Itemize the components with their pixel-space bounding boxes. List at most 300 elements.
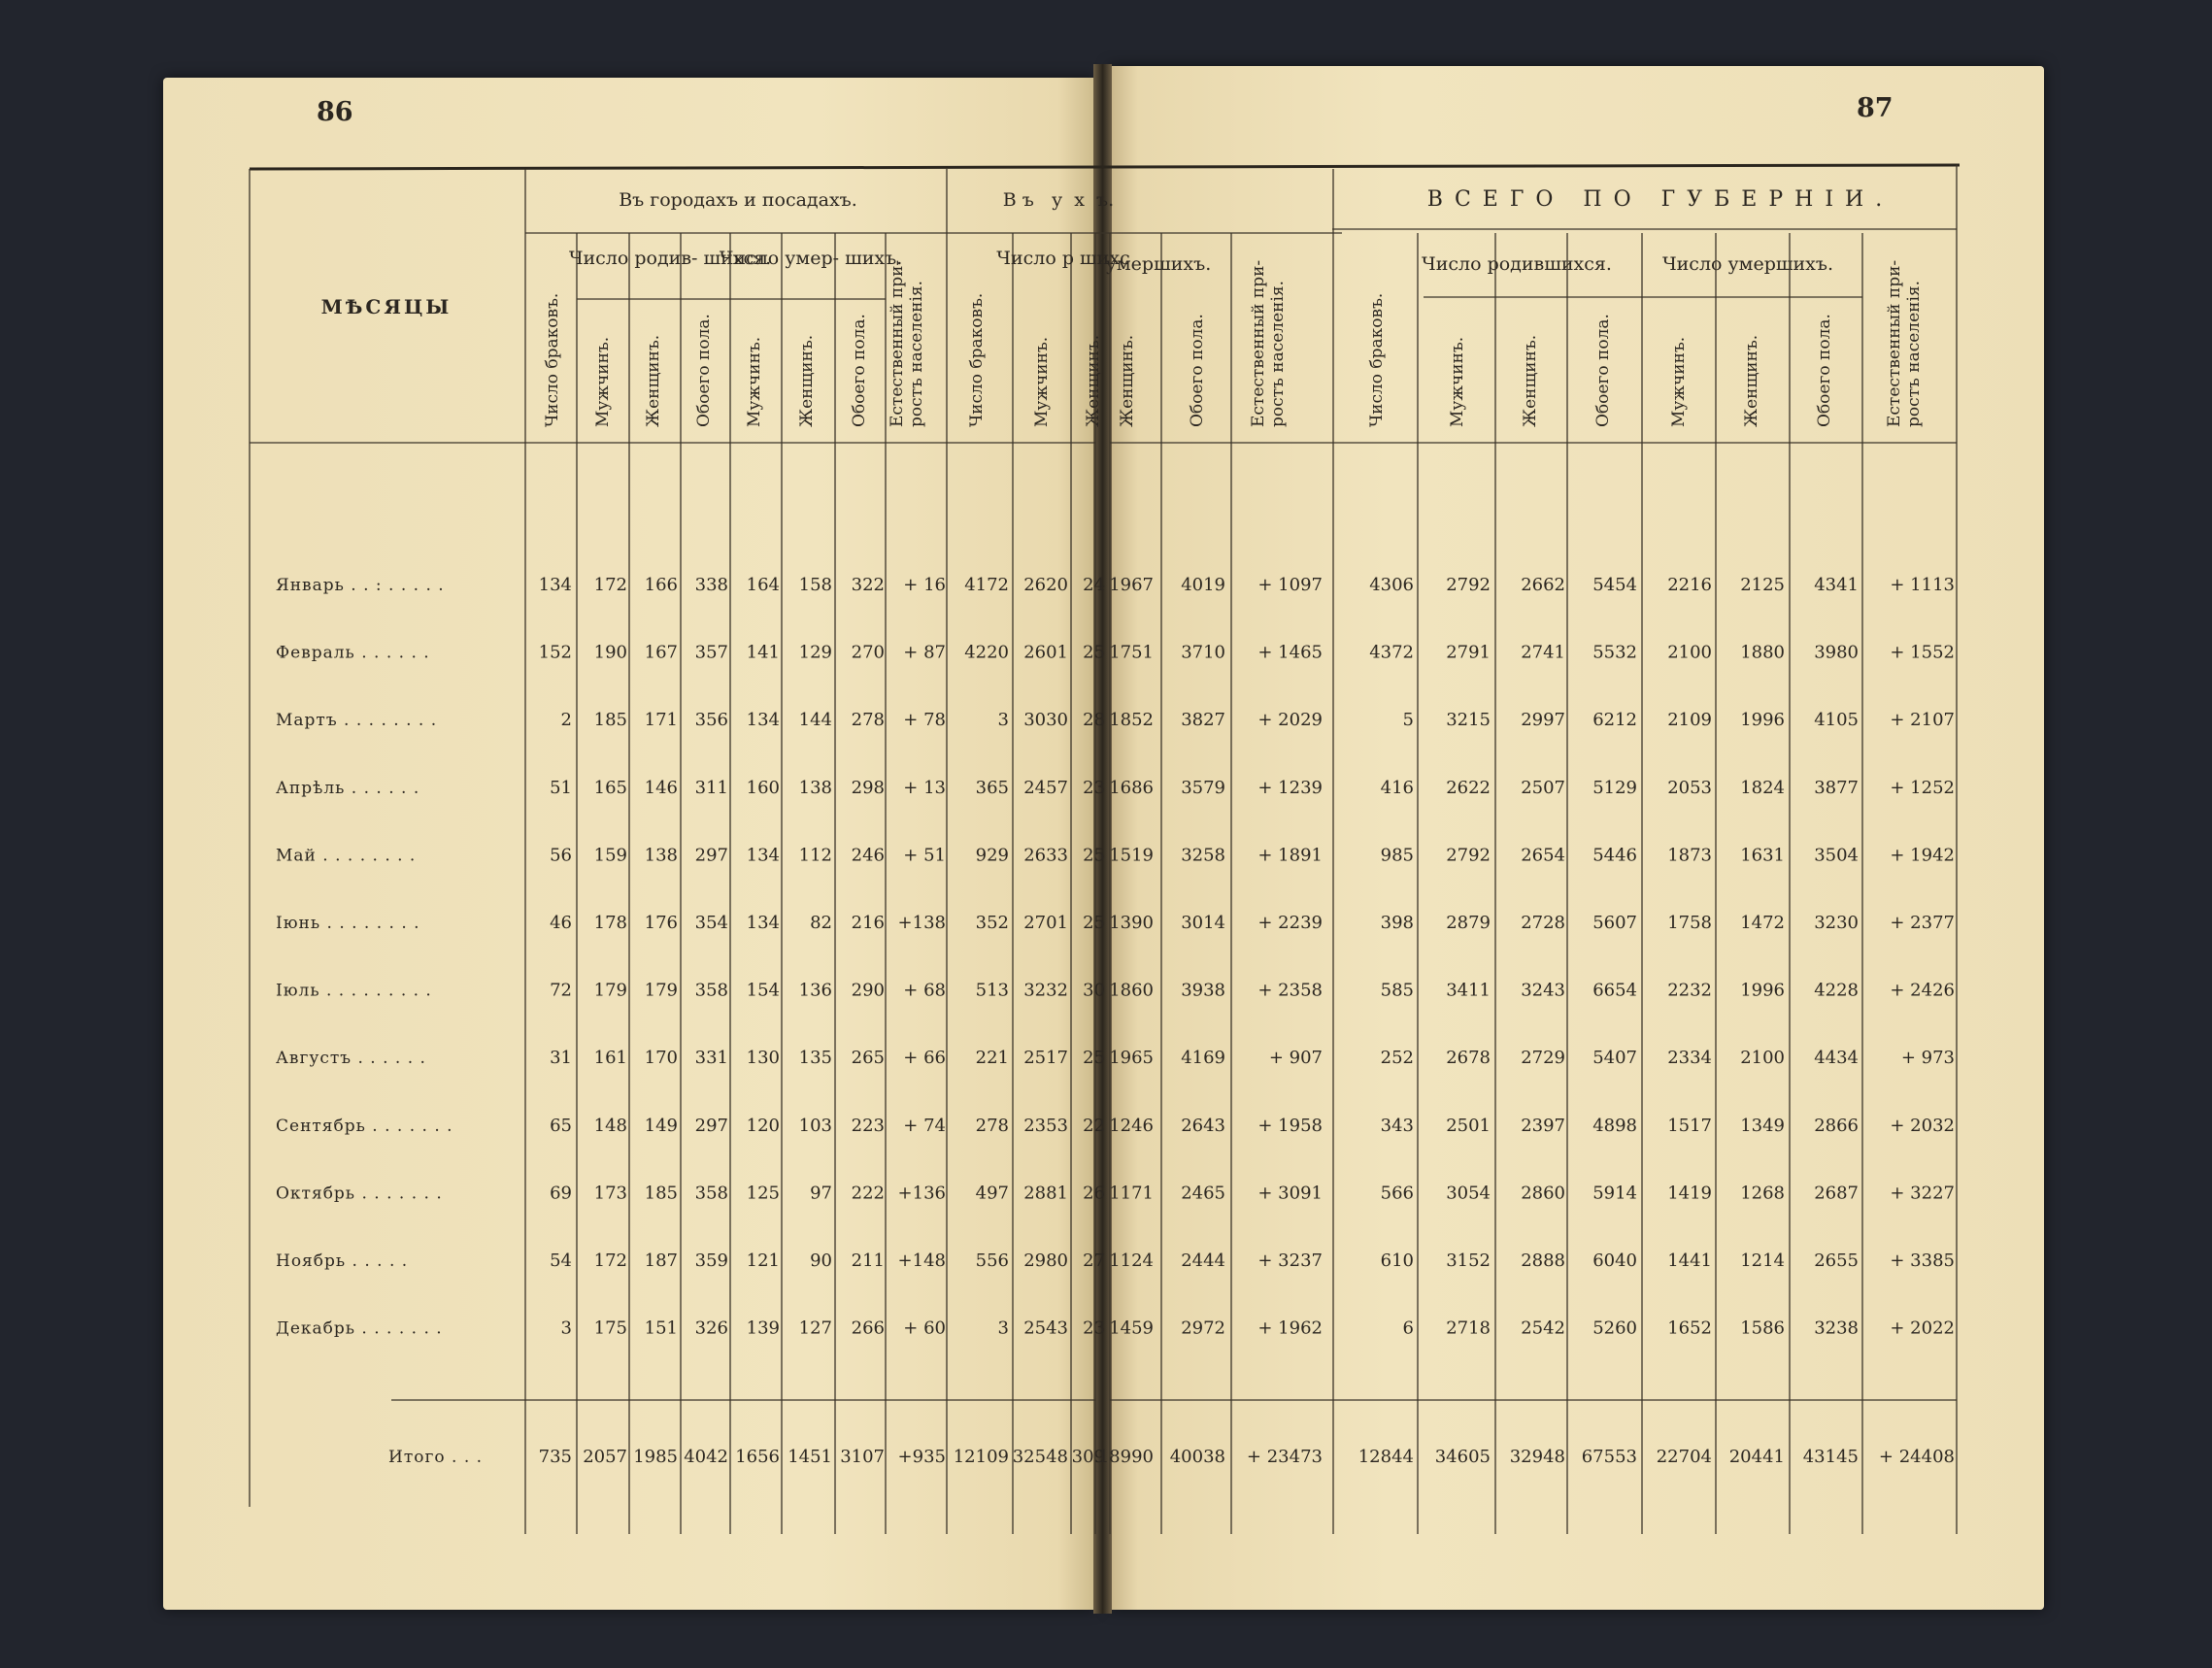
month-label-0: Январь . . : . . . . . (276, 576, 445, 595)
header-col-g_gr-line2: ростъ населенія. (1904, 280, 1924, 427)
cell-g_bf: 2741 (1521, 642, 1565, 663)
cell-t_bm: 165 (593, 777, 627, 798)
cell-g_dm: 2109 (1667, 710, 1712, 731)
cell-g_bm: 2622 (1446, 777, 1491, 798)
cell-v_bm: 2543 (1023, 1318, 1068, 1339)
cell-v_bm: 3232 (1023, 980, 1068, 1001)
cell-v_db: 3014 (1181, 913, 1225, 933)
cell-t_db: 216 (851, 913, 885, 933)
cell-t_df: 135 (798, 1048, 832, 1069)
cell-v_marr: 12109 (953, 1447, 1009, 1467)
cell-t_bm: 175 (593, 1318, 627, 1339)
header-group-born-villages: Число р шихс (996, 248, 1130, 269)
cell-g_bf: 2654 (1521, 845, 1565, 866)
cell-v_bm: 2881 (1023, 1183, 1068, 1204)
cell-v_db: 4169 (1181, 1048, 1225, 1069)
cell-g_gr: + 2107 (1890, 710, 1955, 731)
cell-g_gr: + 24408 (1878, 1447, 1955, 1467)
cell-t_marr: 69 (550, 1183, 572, 1204)
cell-t_bb: 311 (694, 777, 728, 798)
cell-v_gr: + 1097 (1257, 575, 1323, 595)
cell-t_bf: 138 (644, 845, 678, 866)
cell-g_bm: 2792 (1446, 845, 1491, 866)
cell-t_df: 136 (798, 980, 832, 1001)
cell-t_bf: 1985 (633, 1447, 678, 1467)
cell-v_db: 3710 (1181, 642, 1225, 663)
cell-v_gr: + 2358 (1257, 980, 1323, 1001)
cell-t_gr: + 87 (903, 642, 946, 663)
cell-t_marr: 152 (538, 642, 572, 663)
cell-g_gr: + 1252 (1890, 777, 1955, 798)
cell-t_gr: + 66 (903, 1048, 946, 1069)
cell-g_gr: + 3385 (1890, 1251, 1955, 1271)
cell-g_db: 3230 (1814, 913, 1859, 933)
cell-g_bb: 6212 (1592, 710, 1637, 731)
cell-g_marr: 4372 (1369, 642, 1414, 663)
cell-g_marr: 985 (1380, 845, 1414, 866)
cell-t_marr: 54 (550, 1251, 572, 1271)
cell-t_bf: 167 (644, 642, 678, 663)
cell-g_gr: + 2032 (1890, 1115, 1955, 1136)
page-number-left: 86 (317, 97, 353, 127)
cell-t_dm: 134 (746, 845, 780, 866)
cell-v_marr: 3 (997, 1318, 1009, 1339)
cell-g_marr: 12844 (1357, 1447, 1414, 1467)
month-label-9: Октябрь . . . . . . . (276, 1184, 443, 1204)
cell-g_bm: 2879 (1446, 913, 1491, 933)
cell-v_db: 2465 (1181, 1183, 1225, 1204)
cell-v_df: 18990 (1097, 1447, 1154, 1467)
header-col-v_marr: Число браковъ. (967, 292, 987, 427)
header-section-towns: Въ городахъ и посадахъ. (619, 189, 857, 211)
header-col-g_bf: Женщинъ. (1521, 334, 1540, 427)
cell-g_bb: 5532 (1592, 642, 1637, 663)
cell-g_marr: 343 (1380, 1115, 1414, 1136)
cell-g_bm: 2678 (1446, 1048, 1491, 1069)
cell-v_bm: 2701 (1023, 913, 1068, 933)
cell-g_db: 3980 (1814, 642, 1859, 663)
cell-v_bf: 24 (1083, 575, 1105, 595)
cell-g_db: 4105 (1814, 710, 1859, 731)
cell-t_bm: 161 (593, 1048, 627, 1069)
cell-t_dm: 164 (746, 575, 780, 595)
cell-t_bb: 338 (694, 575, 728, 595)
page-number-right: 87 (1857, 93, 1894, 123)
cell-t_bf: 166 (644, 575, 678, 595)
cell-t_marr: 31 (550, 1048, 572, 1069)
cell-t_marr: 65 (550, 1115, 572, 1136)
cell-t_db: 265 (851, 1048, 885, 1069)
cell-g_df: 1996 (1740, 980, 1785, 1001)
cell-g_dm: 2053 (1667, 777, 1712, 798)
cell-t_bm: 2057 (583, 1447, 627, 1467)
cell-t_df: 1451 (788, 1447, 832, 1467)
cell-t_df: 112 (798, 845, 832, 866)
cell-v_df: 1124 (1109, 1251, 1154, 1271)
cell-v_db: 3258 (1181, 845, 1225, 866)
cell-t_df: 90 (810, 1251, 832, 1271)
cell-t_df: 129 (798, 642, 832, 663)
cell-t_bf: 170 (644, 1048, 678, 1069)
cell-g_dm: 2216 (1667, 575, 1712, 595)
header-col-t_bb: Обоего пола. (694, 314, 714, 427)
cell-t_dm: 134 (746, 913, 780, 933)
cell-t_marr: 134 (538, 575, 572, 595)
cell-g_df: 1996 (1740, 710, 1785, 731)
cell-t_df: 158 (798, 575, 832, 595)
cell-v_gr: + 1962 (1257, 1318, 1323, 1339)
cell-g_db: 2687 (1814, 1183, 1859, 1204)
header-section-villages: В ъ у х ъ. (1002, 189, 1115, 211)
header-row-label: МѢСЯЦЫ (320, 295, 452, 318)
cell-v_bm: 2517 (1023, 1048, 1068, 1069)
cell-g_db: 4341 (1814, 575, 1859, 595)
cell-g_bf: 2662 (1521, 575, 1565, 595)
header-col-g_db: Обоего пола. (1815, 314, 1834, 427)
cell-t_bb: 359 (694, 1251, 728, 1271)
cell-v_df: 1751 (1109, 642, 1154, 663)
cell-g_gr: + 973 (1900, 1048, 1955, 1069)
cell-g_bb: 5446 (1592, 845, 1637, 866)
cell-t_gr: +138 (897, 913, 946, 933)
cell-g_db: 2655 (1814, 1251, 1859, 1271)
month-label-5: Іюнь . . . . . . . . (276, 914, 420, 933)
cell-t_db: 246 (851, 845, 885, 866)
cell-v_bf: 27 (1083, 1251, 1105, 1271)
header-col-t_bf: Женщинъ. (644, 334, 663, 427)
cell-g_gr: + 1552 (1890, 642, 1955, 663)
cell-v_db: 40038 (1169, 1447, 1225, 1467)
cell-t_bb: 358 (694, 980, 728, 1001)
cell-v_df: 1852 (1109, 710, 1154, 731)
cell-v_bm: 2601 (1023, 642, 1068, 663)
cell-v_marr: 4172 (964, 575, 1009, 595)
cell-g_bb: 5129 (1592, 777, 1637, 798)
cell-t_bm: 190 (593, 642, 627, 663)
cell-g_bm: 3411 (1446, 980, 1491, 1001)
cell-v_bf: 25 (1083, 642, 1105, 663)
cell-g_gr: + 2022 (1890, 1318, 1955, 1339)
cell-g_dm: 22704 (1656, 1447, 1712, 1467)
cell-t_gr: + 74 (903, 1115, 946, 1136)
cell-v_db: 3827 (1181, 710, 1225, 731)
header-col-t_gr-line2: ростъ населенія. (907, 280, 926, 427)
cell-t_bf: 187 (644, 1251, 678, 1271)
cell-t_marr: 3 (560, 1318, 572, 1339)
cell-v_bm: 2633 (1023, 845, 1068, 866)
cell-g_marr: 5 (1402, 710, 1414, 731)
cell-t_gr: + 13 (903, 777, 946, 798)
header-col-v_df: Женщинъ. (1118, 334, 1137, 427)
cell-v_gr: + 1958 (1257, 1115, 1323, 1136)
cell-t_db: 266 (851, 1318, 885, 1339)
cell-t_db: 278 (851, 710, 885, 731)
cell-g_bm: 3152 (1446, 1251, 1491, 1271)
cell-t_gr: + 78 (903, 710, 946, 731)
cell-g_bf: 3243 (1521, 980, 1565, 1001)
cell-t_dm: 1656 (735, 1447, 780, 1467)
cell-t_dm: 154 (746, 980, 780, 1001)
cell-v_bf: 30 (1083, 980, 1105, 1001)
cell-t_bb: 357 (694, 642, 728, 663)
cell-v_gr: + 2029 (1257, 710, 1323, 731)
header-col-v_db: Обоего пола. (1188, 314, 1207, 427)
cell-v_marr: 513 (975, 980, 1009, 1001)
cell-g_bb: 67553 (1581, 1447, 1637, 1467)
cell-v_gr: + 907 (1268, 1048, 1323, 1069)
cell-t_db: 290 (851, 980, 885, 1001)
cell-t_db: 222 (851, 1183, 885, 1204)
cell-v_df: 1171 (1109, 1183, 1154, 1204)
cell-g_gr: + 3227 (1890, 1183, 1955, 1204)
cell-t_bm: 178 (593, 913, 627, 933)
cell-v_marr: 497 (975, 1183, 1009, 1204)
cell-g_bf: 2397 (1521, 1115, 1565, 1136)
cell-t_db: 3107 (840, 1447, 885, 1467)
cell-v_bf: 26 (1083, 1183, 1105, 1204)
cell-g_dm: 1419 (1667, 1183, 1712, 1204)
cell-g_dm: 1517 (1667, 1115, 1712, 1136)
cell-t_bb: 331 (694, 1048, 728, 1069)
month-label-1: Февраль . . . . . . (276, 643, 430, 663)
header-col-t_gr-line1: Естественный при- (888, 259, 907, 427)
cell-g_db: 4228 (1814, 980, 1859, 1001)
cell-g_bf: 2860 (1521, 1183, 1565, 1204)
cell-g_df: 1824 (1740, 777, 1785, 798)
cell-v_df: 1967 (1109, 575, 1154, 595)
cell-g_marr: 416 (1380, 777, 1414, 798)
cell-v_gr: + 2239 (1257, 913, 1323, 933)
cell-g_marr: 585 (1380, 980, 1414, 1001)
cell-t_bb: 297 (694, 845, 728, 866)
cell-g_df: 1214 (1740, 1251, 1785, 1271)
cell-t_db: 270 (851, 642, 885, 663)
header-col-g_bb: Обоего пола. (1593, 314, 1613, 427)
cell-g_marr: 6 (1402, 1318, 1414, 1339)
cell-t_dm: 130 (746, 1048, 780, 1069)
cell-t_df: 97 (810, 1183, 832, 1204)
cell-v_bf: 25 (1083, 1048, 1105, 1069)
cell-t_bm: 172 (593, 575, 627, 595)
cell-g_df: 1586 (1740, 1318, 1785, 1339)
cell-t_gr: +935 (897, 1447, 946, 1467)
cell-g_bm: 2791 (1446, 642, 1491, 663)
cell-t_dm: 120 (746, 1115, 780, 1136)
cell-g_df: 1880 (1740, 642, 1785, 663)
cell-g_db: 3877 (1814, 777, 1859, 798)
month-label-2: Мартъ . . . . . . . . (276, 711, 438, 731)
cell-v_df: 1860 (1109, 980, 1154, 1001)
cell-g_db: 4434 (1814, 1048, 1859, 1069)
cell-g_bf: 32948 (1509, 1447, 1565, 1467)
cell-g_dm: 1652 (1667, 1318, 1712, 1339)
cell-g_bm: 2792 (1446, 575, 1491, 595)
header-group-born-total: Число родившихся. (1422, 253, 1612, 275)
cell-g_bb: 6654 (1592, 980, 1637, 1001)
cell-g_df: 1631 (1740, 845, 1785, 866)
cell-v_marr: 4220 (964, 642, 1009, 663)
cell-g_gr: + 1113 (1890, 575, 1955, 595)
cell-g_bb: 5607 (1592, 913, 1637, 933)
cell-t_bf: 179 (644, 980, 678, 1001)
cell-v_bm: 32548 (1012, 1447, 1068, 1467)
cell-t_bb: 354 (694, 913, 728, 933)
cell-g_db: 3238 (1814, 1318, 1859, 1339)
header-col-v_bm: Мужчинъ. (1032, 336, 1052, 427)
cell-v_bm: 2457 (1023, 777, 1068, 798)
cell-v_gr: + 1239 (1257, 777, 1323, 798)
cell-v_db: 2643 (1181, 1115, 1225, 1136)
cell-v_bf: 28 (1083, 710, 1105, 731)
cell-v_db: 2444 (1181, 1251, 1225, 1271)
header-group-born-towns: Число родив- шихся. (568, 248, 772, 269)
month-label-6: Іюль . . . . . . . . . (276, 981, 432, 1001)
cell-g_marr: 4306 (1369, 575, 1414, 595)
cell-v_marr: 929 (975, 845, 1009, 866)
table-top-rule (250, 165, 1960, 169)
cell-t_bm: 173 (593, 1183, 627, 1204)
cell-g_gr: + 2426 (1890, 980, 1955, 1001)
cell-t_df: 103 (798, 1115, 832, 1136)
cell-t_dm: 121 (746, 1251, 780, 1271)
cell-g_bf: 2542 (1521, 1318, 1565, 1339)
cell-g_db: 3504 (1814, 845, 1859, 866)
header-col-v_gr-line2: ростъ населенія. (1268, 280, 1288, 427)
cell-g_marr: 610 (1380, 1251, 1414, 1271)
cell-t_df: 144 (798, 710, 832, 731)
cell-g_db: 2866 (1814, 1115, 1859, 1136)
month-label-8: Сентябрь . . . . . . . (276, 1116, 453, 1136)
cell-v_bf: 23 (1083, 777, 1105, 798)
cell-g_bb: 6040 (1592, 1251, 1637, 1271)
cell-v_gr: + 3091 (1257, 1183, 1323, 1204)
cell-v_bf: 25 (1083, 913, 1105, 933)
cell-g_gr: + 2377 (1890, 913, 1955, 933)
cell-g_df: 2100 (1740, 1048, 1785, 1069)
cell-v_gr: + 3237 (1257, 1251, 1323, 1271)
cell-t_bf: 146 (644, 777, 678, 798)
cell-t_db: 322 (851, 575, 885, 595)
cell-v_marr: 365 (975, 777, 1009, 798)
cell-v_db: 3938 (1181, 980, 1225, 1001)
cell-v_marr: 278 (975, 1115, 1009, 1136)
header-section-total: ВСЕГО ПО ГУБЕРНІИ. (1426, 187, 1894, 212)
cell-v_marr: 556 (975, 1251, 1009, 1271)
cell-g_bf: 2728 (1521, 913, 1565, 933)
cell-g_marr: 252 (1380, 1048, 1414, 1069)
cell-g_bf: 2507 (1521, 777, 1565, 798)
cell-t_bf: 171 (644, 710, 678, 731)
cell-g_db: 43145 (1802, 1447, 1859, 1467)
header-col-t_df: Женщинъ. (797, 334, 817, 427)
cell-t_bm: 185 (593, 710, 627, 731)
cell-g_df: 1472 (1740, 913, 1785, 933)
cell-v_df: 1246 (1109, 1115, 1154, 1136)
cell-t_df: 82 (810, 913, 832, 933)
cell-g_bm: 3215 (1446, 710, 1491, 731)
cell-v_bm: 2980 (1023, 1251, 1068, 1271)
cell-t_bb: 356 (694, 710, 728, 731)
cell-g_bf: 2888 (1521, 1251, 1565, 1271)
cell-t_bf: 149 (644, 1115, 678, 1136)
cell-t_bb: 326 (694, 1318, 728, 1339)
header-col-t_dm: Мужчинъ. (745, 336, 764, 427)
cell-g_bb: 4898 (1592, 1115, 1637, 1136)
cell-v_df: 1686 (1109, 777, 1154, 798)
cell-g_dm: 2334 (1667, 1048, 1712, 1069)
cell-t_gr: +136 (897, 1183, 946, 1204)
cell-g_marr: 566 (1380, 1183, 1414, 1204)
cell-g_bm: 2718 (1446, 1318, 1491, 1339)
cell-t_df: 127 (798, 1318, 832, 1339)
header-col-g_marr: Число браковъ. (1367, 292, 1387, 427)
month-label-10: Ноябрь . . . . . (276, 1251, 409, 1271)
total-label: Итого . . . (388, 1448, 484, 1467)
cell-t_gr: + 60 (903, 1318, 946, 1339)
cell-t_gr: + 51 (903, 845, 946, 866)
header-col-g_gr-line1: Естественный при- (1885, 259, 1904, 427)
cell-v_df: 1390 (1109, 913, 1154, 933)
cell-g_bb: 5914 (1592, 1183, 1637, 1204)
header-col-v_gr-line1: Естественный при- (1249, 259, 1268, 427)
cell-t_db: 223 (851, 1115, 885, 1136)
cell-g_bb: 5454 (1592, 575, 1637, 595)
cell-t_gr: +148 (897, 1251, 946, 1271)
cell-v_marr: 3 (997, 710, 1009, 731)
cell-t_bb: 358 (694, 1183, 728, 1204)
month-label-11: Декабрь . . . . . . . (276, 1318, 443, 1339)
cell-g_dm: 1441 (1667, 1251, 1712, 1271)
cell-v_bf: 22 (1083, 1115, 1105, 1136)
cell-v_gr: + 1891 (1257, 845, 1323, 866)
cell-v_df: 1965 (1109, 1048, 1154, 1069)
cell-t_bb: 297 (694, 1115, 728, 1136)
cell-g_bm: 2501 (1446, 1115, 1491, 1136)
cell-v_bf: 25 (1083, 845, 1105, 866)
cell-t_gr: + 68 (903, 980, 946, 1001)
month-label-4: Май . . . . . . . . (276, 846, 417, 866)
cell-t_bf: 151 (644, 1318, 678, 1339)
month-label-3: Апрѣль . . . . . . (276, 778, 420, 798)
cell-t_bb: 4042 (684, 1447, 728, 1467)
cell-v_bf: 23 (1083, 1318, 1105, 1339)
cell-g_dm: 1873 (1667, 845, 1712, 866)
cell-t_marr: 51 (550, 777, 572, 798)
cell-v_gr: + 1465 (1257, 642, 1323, 663)
header-col-t_bm: Мужчинъ. (593, 336, 613, 427)
cell-g_dm: 1758 (1667, 913, 1712, 933)
header-col-g_bm: Мужчинъ. (1448, 336, 1467, 427)
cell-t_marr: 72 (550, 980, 572, 1001)
cell-t_marr: 46 (550, 913, 572, 933)
header-col-g_dm: Мужчинъ. (1669, 336, 1689, 427)
cell-t_dm: 160 (746, 777, 780, 798)
cell-t_bm: 172 (593, 1251, 627, 1271)
cell-g_df: 1349 (1740, 1115, 1785, 1136)
cell-t_db: 298 (851, 777, 885, 798)
cell-g_gr: + 1942 (1890, 845, 1955, 866)
cell-t_db: 211 (851, 1251, 885, 1271)
cell-v_gr: + 23473 (1246, 1447, 1323, 1467)
cell-t_dm: 139 (746, 1318, 780, 1339)
cell-t_marr: 56 (550, 845, 572, 866)
cell-g_bm: 34605 (1434, 1447, 1491, 1467)
header-group-died-villages: умершихъ. (1105, 253, 1212, 275)
cell-t_bm: 159 (593, 845, 627, 866)
header-col-v_bf: Женщинъ. (1084, 334, 1103, 427)
cell-t_marr: 735 (538, 1447, 572, 1467)
cell-g_bf: 2729 (1521, 1048, 1565, 1069)
